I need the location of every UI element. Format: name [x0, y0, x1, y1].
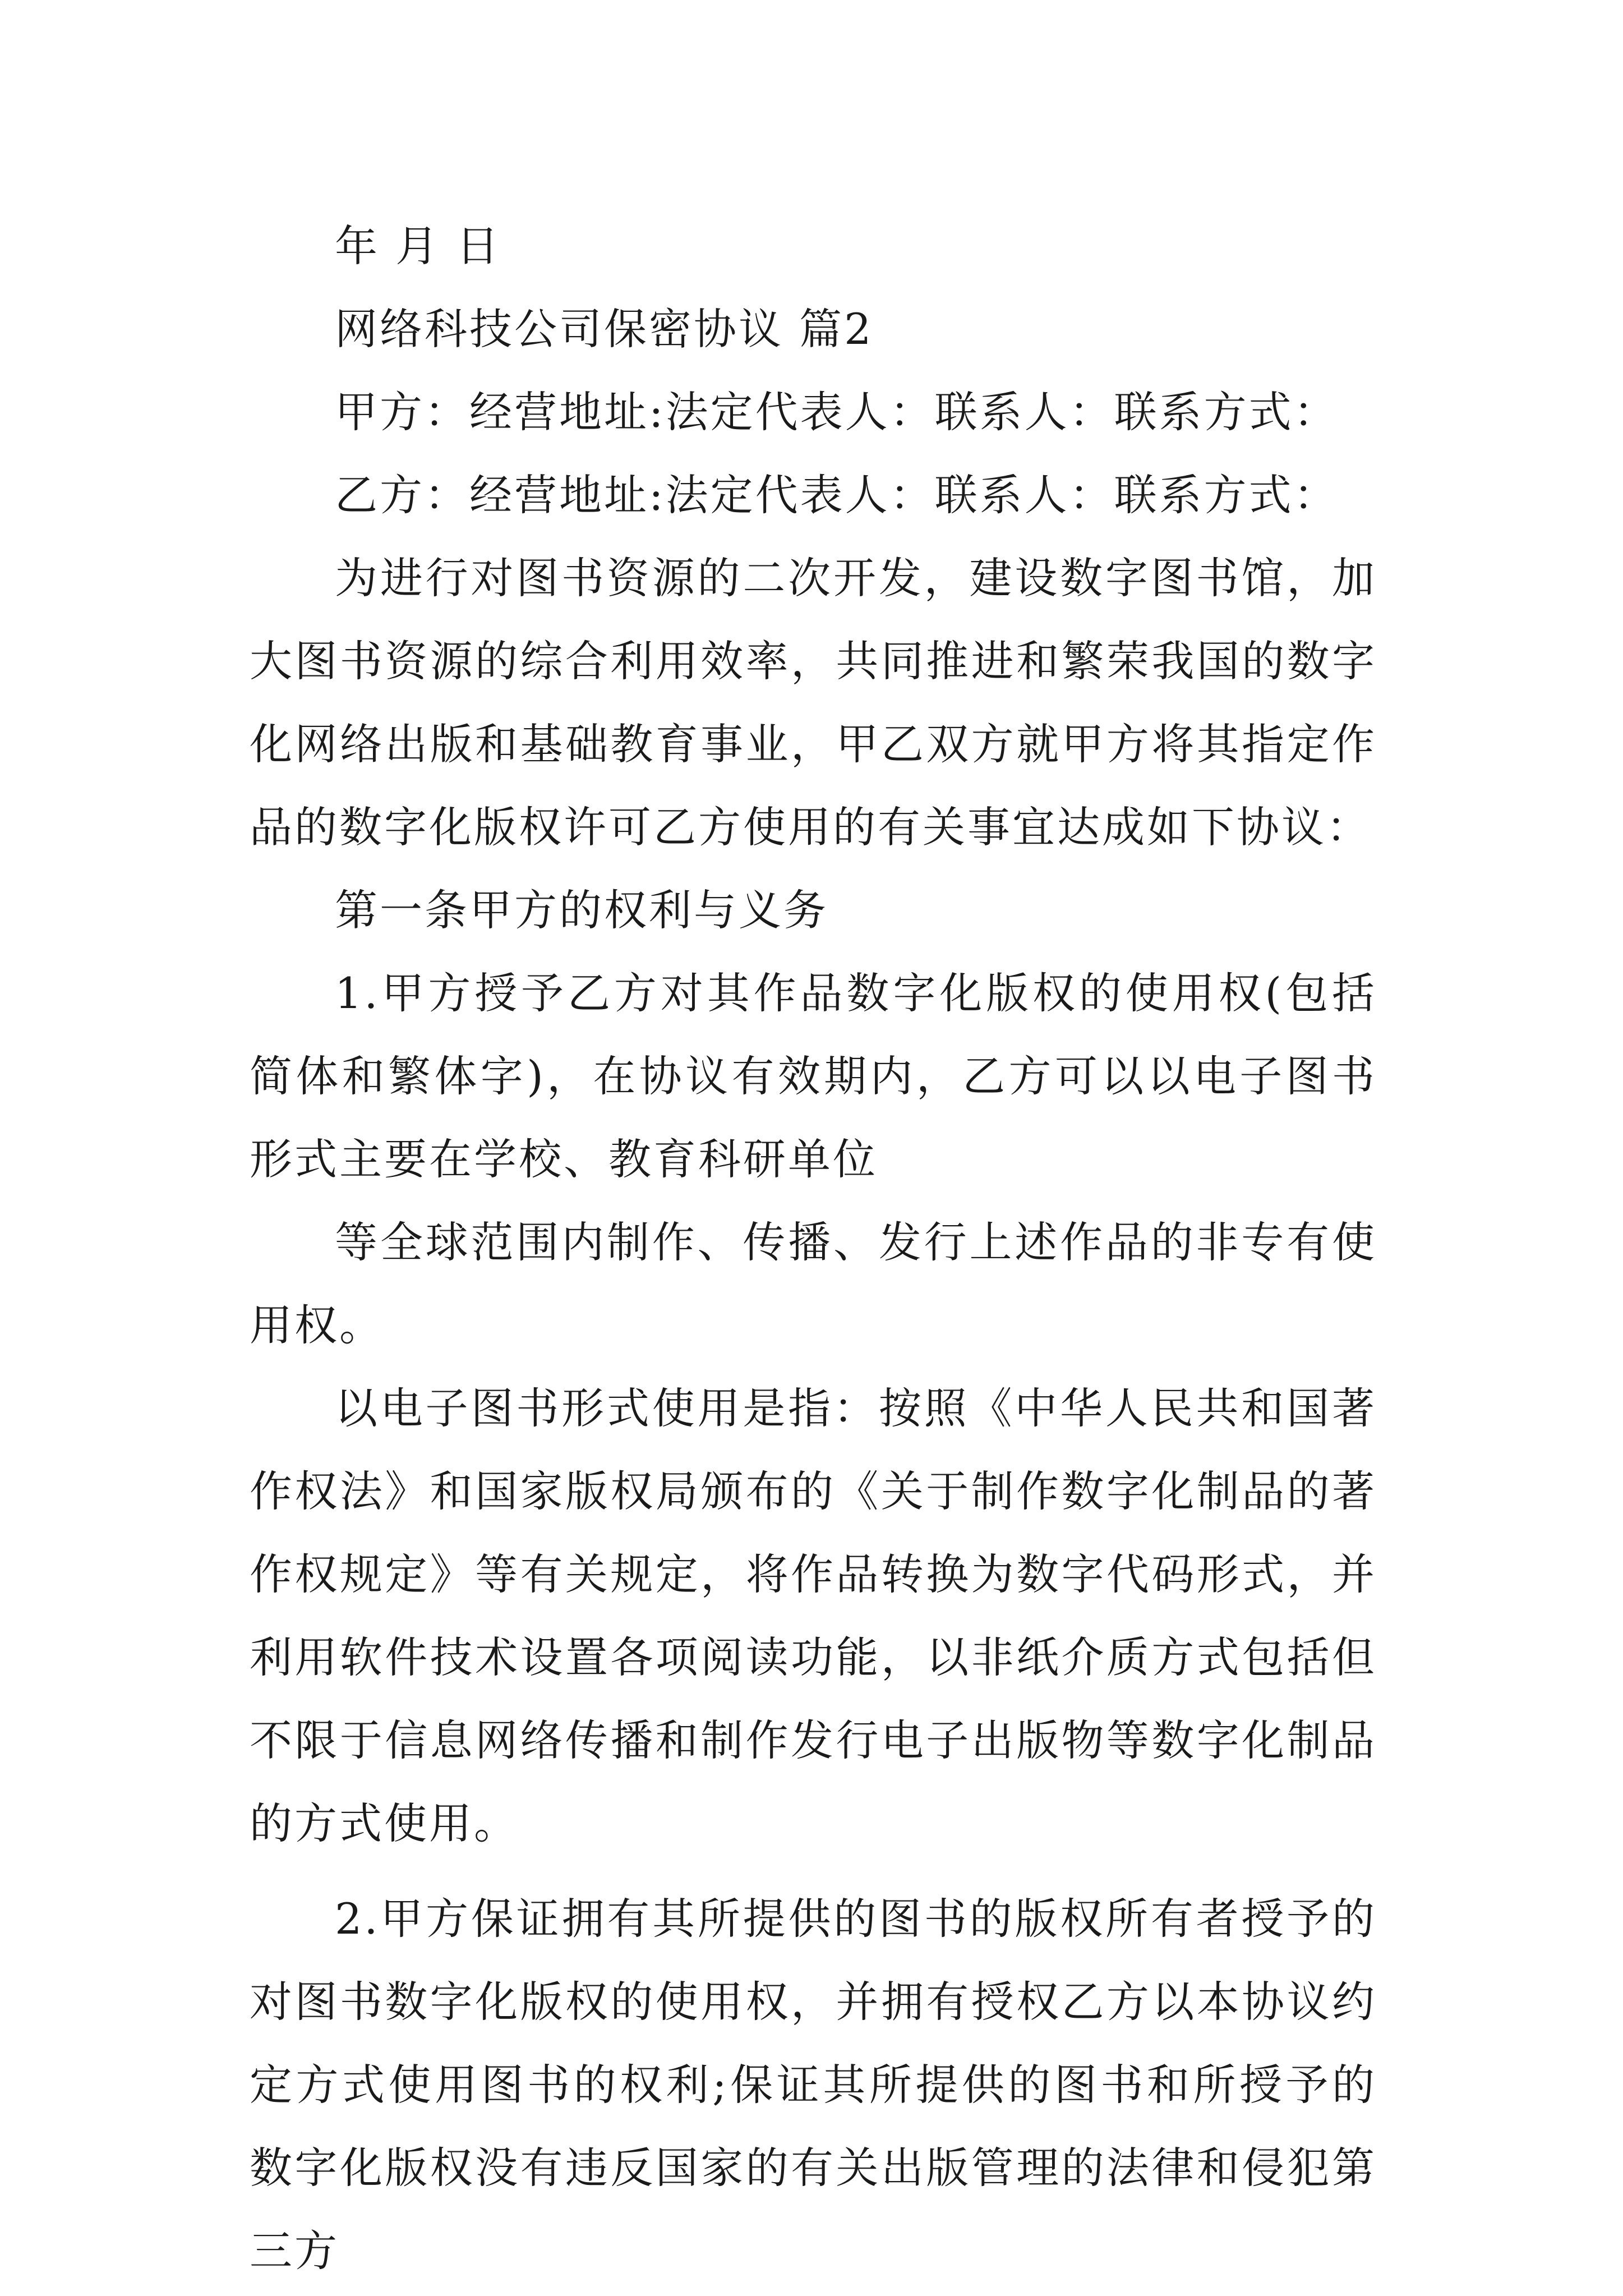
document-body: [250, 205, 1377, 2293]
date-line: 年 月 日: [335, 221, 501, 271]
party-a-line: 甲方：经营地址:法定代表人：联系人：联系方式：: [335, 387, 1339, 437]
preamble-paragraph: 为进行对图书资源的二次开发，建设数字图书馆，加大图书资源的综合利用效率，共同推进和繁荣我国的数字化网络出版和基础教育事业，甲乙双方就甲方将其指定作品的数字化版权许可乙方使用的有关事宜达成如下协议：: [250, 553, 1377, 852]
party-b-line: 乙方：经营地址:法定代表人：联系人：联系方式：: [335, 470, 1339, 520]
clause-1-continuation: 等全球范围内制作、传播、发行上述作品的非专有使用权。: [250, 1217, 1377, 1350]
article-heading: 第一条甲方的权利与义务: [335, 885, 828, 935]
clause-2-paragraph: 2.甲方保证拥有其所提供的图书的版权所有者授予的对图书数字化版权的使用权，并拥有授权乙方以本协议约定方式使用图书的权利;保证其所提供的图书和所授予的数字化版权没有违反国家的有关出版管理的法律和侵犯第三方: [250, 1894, 1377, 2276]
clause-1-paragraph: 1.甲方授予乙方对其作品数字化版权的使用权(包括简体和繁体字)，在协议有效期内，乙方可以以电子图书形式主要在学校、教育科研单位: [250, 968, 1377, 1184]
definition-paragraph: 以电子图书形式使用是指：按照《中华人民共和国著作权法》和国家版权局颁布的《关于制作数字化制品的著作权规定》等有关规定，将作品转换为数字代码形式，并利用软件技术设置各项阅读功能，以非纸介质方式包括但不限于信息网络传播和制作发行电子出版物等数字化制品的方式使用。: [250, 1383, 1377, 1848]
document-title: 网络科技公司保密协议 篇2: [335, 304, 874, 354]
